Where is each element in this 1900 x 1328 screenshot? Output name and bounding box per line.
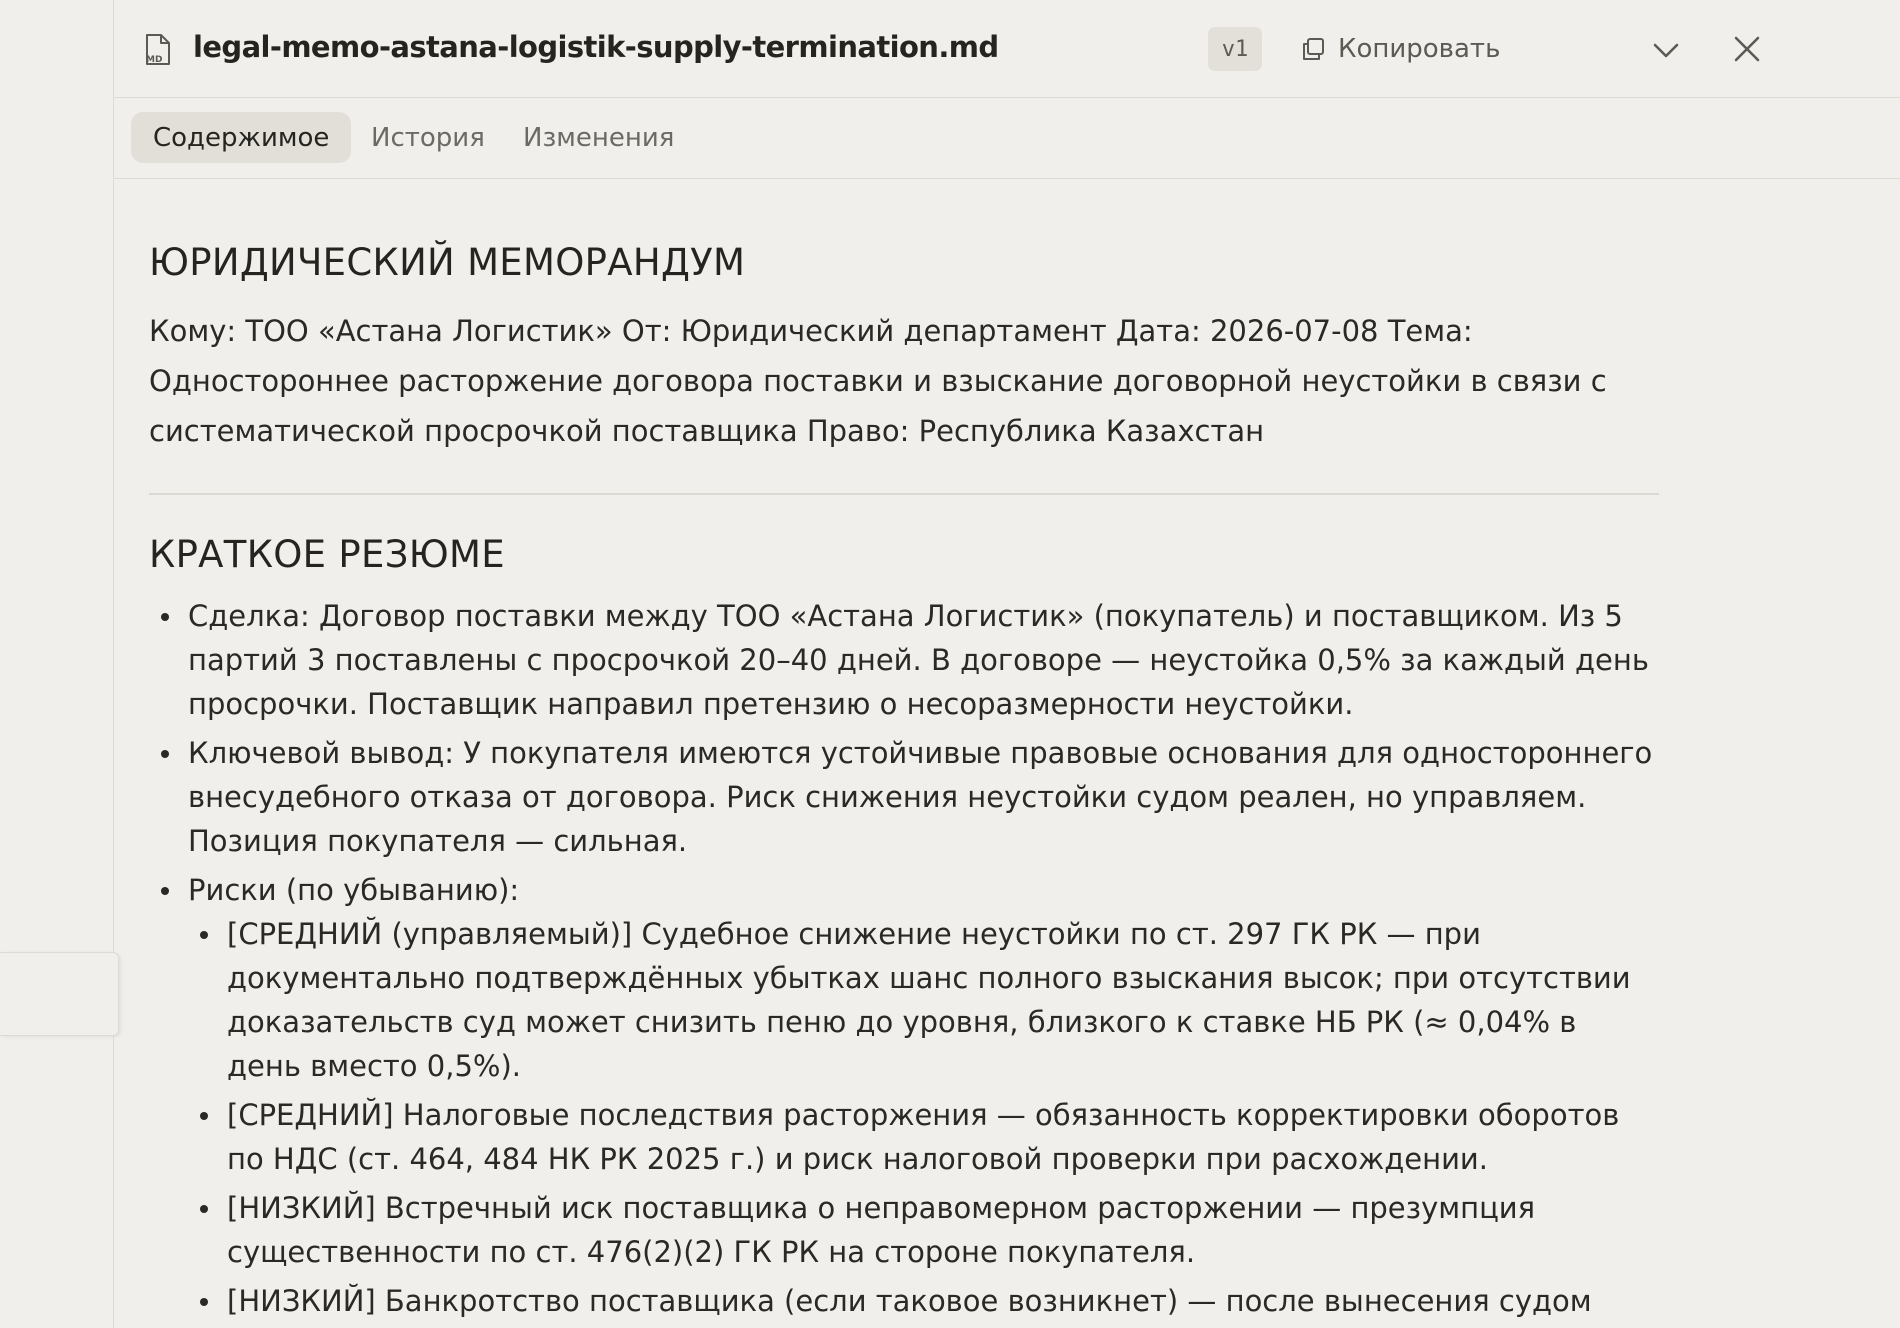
risk-item bbox=[227, 1093, 1658, 1181]
list-item bbox=[188, 731, 1658, 863]
viewer-header bbox=[114, 0, 1900, 98]
file-icon-label: MD bbox=[146, 55, 163, 65]
memo-header-paragraph: Кому: ТОО «Астана Логистик» От: Юридический департамент Дата: 2026-07-08 Тема: Одностороннее расторжение договора поставки и взыскание договорной неустойки в связи с систематической просрочкой поставщика Право: Республика Казахстан bbox=[149, 314, 1607, 448]
document-title: ЮРИДИЧЕСКИЙ МЕМОРАНДУМ bbox=[149, 241, 746, 284]
version-badge[interactable]: v1 bbox=[1208, 27, 1262, 71]
document-viewer-panel bbox=[114, 0, 1900, 1328]
tab-history[interactable]: История bbox=[371, 122, 485, 153]
risk-item bbox=[227, 912, 1658, 1088]
list-item-text: Риски (по убыванию): bbox=[188, 873, 520, 907]
risk-item-text: [НИЗКИЙ] Встречный иск поставщика о неправомерном расторжении — презумпция существенности по ст. 476(2)(2) ГК РК на стороне покупателя. bbox=[227, 1191, 1536, 1269]
chevron-down-icon[interactable] bbox=[1646, 30, 1686, 70]
left-sidebar-edge bbox=[0, 0, 114, 1328]
risk-item-text: [НИЗКИЙ] Банкротство поставщика (если таковое возникнет) — после вынесения судом bbox=[227, 1284, 1592, 1318]
view-tabs bbox=[114, 98, 1900, 179]
close-icon[interactable] bbox=[1726, 28, 1768, 70]
risk-item-text: [СРЕДНИЙ] Налоговые последствия расторжения — обязанность корректировки оборотов по НДС (ст. 464, 484 НК РК 2025 г.) и риск налоговой проверки при расхождении. bbox=[227, 1098, 1620, 1176]
copy-button[interactable] bbox=[1300, 26, 1500, 72]
risk-item bbox=[227, 1186, 1658, 1274]
risk-item bbox=[227, 1279, 1658, 1323]
risks-list bbox=[188, 912, 1658, 1323]
markdown-file-icon bbox=[143, 34, 171, 66]
risk-item-text: [СРЕДНИЙ (управляемый)] Судебное снижение неустойки по ст. 297 ГК РК — при документально подтверждённых убытках шанс полного взыскания высок; при отсутствии доказательств суд может снизить пеню до уровня, близкого к ставке НБ РК (≈ 0,04% в день вместо 0,5%). bbox=[227, 917, 1631, 1083]
tab-content[interactable]: Содержимое bbox=[131, 112, 351, 163]
copy-button-label: Копировать bbox=[1338, 34, 1501, 64]
list-item bbox=[188, 594, 1658, 726]
copy-icon bbox=[1300, 36, 1326, 62]
summary-heading: КРАТКОЕ РЕЗЮМЕ bbox=[149, 533, 505, 576]
tab-changes[interactable]: Изменения bbox=[523, 122, 675, 153]
summary-list bbox=[188, 594, 1658, 1328]
horizontal-divider bbox=[149, 493, 1659, 495]
list-item bbox=[188, 868, 1658, 1323]
sidebar-collapsed-tab[interactable] bbox=[0, 952, 119, 1036]
list-item-text: Сделка: Договор поставки между ТОО «Астана Логистик» (покупатель) и поставщиком. Из 5 партий 3 поставлены с просрочкой 20–40 дней. В договоре — неустойка 0,5% за каждый день просрочки. Поставщик направил претензию о несоразмерности неустойки. bbox=[188, 599, 1649, 721]
file-name: legal-memo-astana-logistik-supply-termination.md bbox=[193, 30, 999, 64]
list-item-text: Ключевой вывод: У покупателя имеются устойчивые правовые основания для одностороннего внесудебного отказа от договора. Риск снижения неустойки судом реален, но управляем. Позиция покупателя — сильная. bbox=[188, 736, 1653, 858]
